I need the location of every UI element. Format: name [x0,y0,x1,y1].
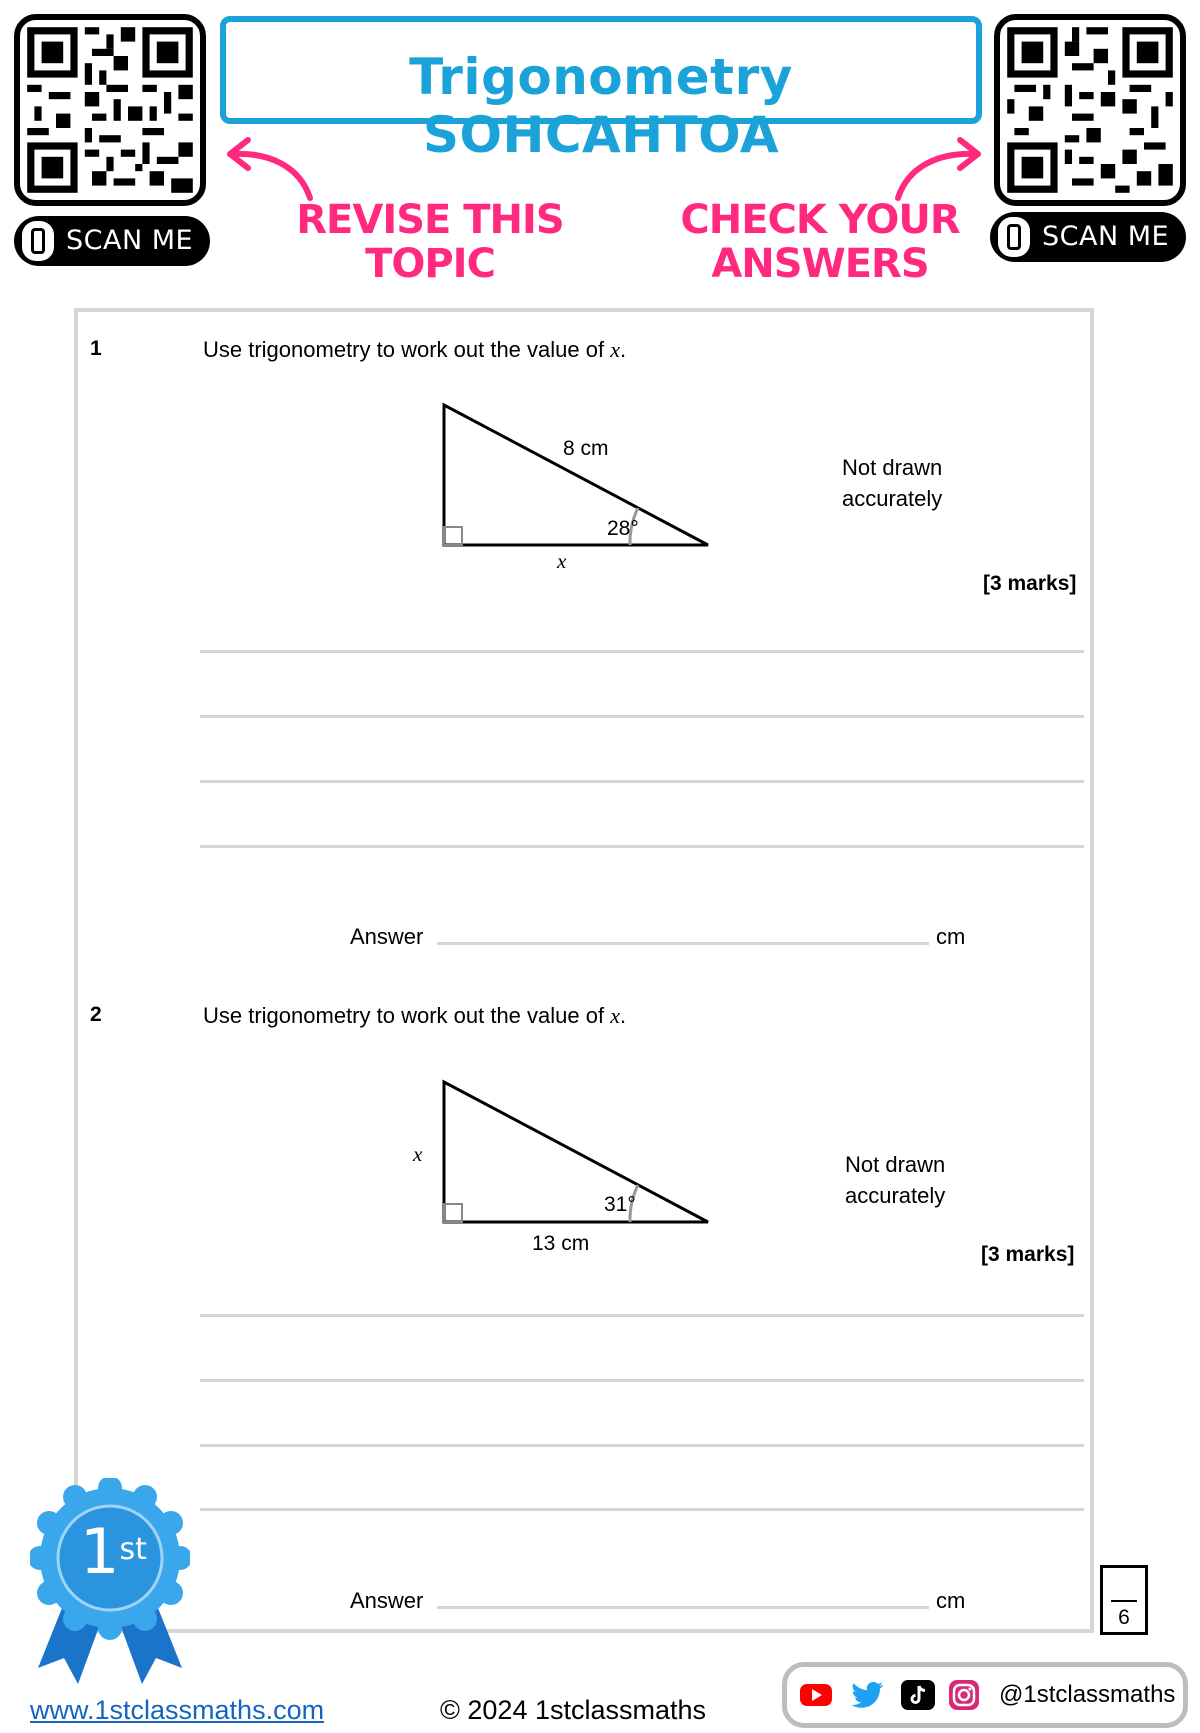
twitter-icon[interactable] [851,1680,885,1710]
answer-label: Answer [350,1588,424,1613]
answer-input-line[interactable] [437,1606,929,1609]
triangle-diagram-2 [430,1072,730,1232]
answer-unit: cm [936,924,966,949]
callout-line: REVISE THIS [296,197,564,243]
phone-icon [22,221,54,261]
marks-label: [3 marks] [981,1243,1075,1266]
hypotenuse-label: 8 cm [563,437,609,460]
angle-label: 31° [604,1193,636,1216]
arrow-left-icon [220,132,320,202]
question-text [203,337,626,363]
page-title: Trigonometry SOHCAHTOA [409,48,793,164]
scan-me-label: SCAN ME [66,225,194,256]
working-line[interactable] [200,845,1084,848]
question-text [203,1003,626,1029]
marks-label: [3 marks] [983,572,1077,595]
triangle-diagram-1 [430,395,730,555]
question-text-end: . [619,337,627,362]
total-marks: 6 [1118,1606,1130,1629]
fraction-bar [1111,1600,1137,1602]
answer-input-line[interactable] [437,942,929,945]
working-line[interactable] [200,1508,1084,1511]
note-line: Not drawn [842,455,943,480]
website-link[interactable]: www.1stclassmaths.com [30,1695,325,1725]
answer-unit: cm [936,1588,966,1613]
scan-me-label: SCAN ME [1042,221,1170,252]
tiktok-icon[interactable] [901,1680,935,1710]
social-handle[interactable]: @1stclassmaths [999,1681,1176,1708]
copyright-text: © 2024 1stclassmaths [440,1695,707,1725]
not-drawn-note [845,1149,945,1211]
unknown-side-label: x [557,549,567,573]
callout-line: CHECK YOUR [680,197,960,243]
base-label: 13 cm [532,1232,590,1255]
working-line[interactable] [200,715,1084,718]
callout-line: ANSWERS [711,241,929,287]
not-drawn-note [842,452,942,514]
qr-code-answers[interactable] [994,14,1186,206]
question-text-end: . [619,1003,627,1028]
callout-line: TOPIC [365,241,495,287]
note-line: accurately [842,486,943,511]
note-line: accurately [845,1183,946,1208]
rosette-suffix: st [119,1531,147,1567]
check-answers-callout [680,198,960,286]
rosette-number: 1 [80,1515,120,1588]
social-media-bar [782,1662,1188,1728]
revise-topic-callout [290,198,570,286]
youtube-icon[interactable] [799,1680,833,1710]
score-box [1100,1565,1148,1635]
question-text-main: Use trigonometry to work out the value of [203,337,611,362]
working-line[interactable] [200,780,1084,783]
working-line[interactable] [200,1444,1084,1447]
variable-x: x [610,337,620,362]
phone-icon [998,217,1030,257]
scan-me-badge-right[interactable] [990,212,1186,262]
question-number: 1 [90,337,102,360]
angle-label: 28° [607,517,639,540]
working-line[interactable] [200,650,1084,653]
scan-me-badge-left[interactable] [14,216,210,266]
working-line[interactable] [200,1379,1084,1382]
unknown-side-label: x [413,1142,423,1166]
arrow-right-icon [888,132,988,202]
title-banner [220,16,982,164]
variable-x: x [610,1003,620,1028]
instagram-icon[interactable] [947,1680,981,1710]
qr-code-revise[interactable] [14,14,206,206]
note-line: Not drawn [845,1152,946,1177]
answer-label: Answer [350,924,424,949]
rosette-label [80,1515,147,1588]
question-text-main: Use trigonometry to work out the value of [203,1003,611,1028]
question-number: 2 [90,1003,102,1026]
working-line[interactable] [200,1314,1084,1317]
